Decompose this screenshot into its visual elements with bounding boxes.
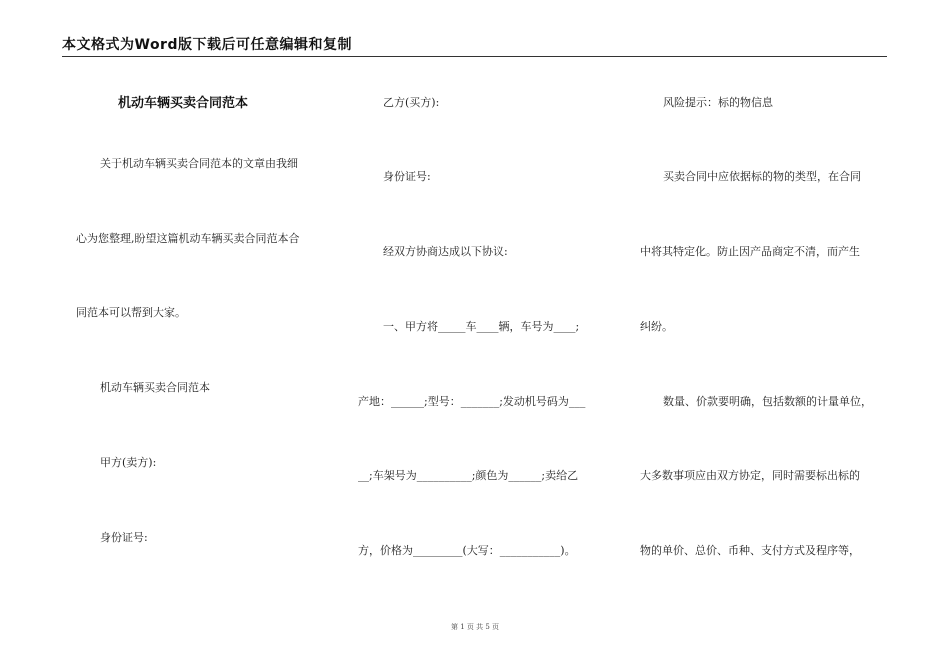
- paragraph-line: 纠纷。: [640, 320, 673, 333]
- clause-line: 一、甲方将_____车____辆，车号为____;: [383, 320, 580, 333]
- paragraph-line: 经双方协商达成以下协议:: [383, 245, 508, 258]
- party-a-label: 甲方(卖方):: [100, 456, 157, 469]
- clause-line: __;车架号为__________;颜色为______;卖给乙: [358, 469, 579, 482]
- id-number-label: 身份证号:: [100, 531, 148, 544]
- party-b-label: 乙方(买方):: [383, 96, 440, 109]
- risk-tip-heading: 风险提示：标的物信息: [663, 96, 773, 109]
- paragraph-line: 关于机动车辆买卖合同范本的文章由我细: [100, 157, 298, 170]
- paragraph-line: 中将其特定化。防止因产品商定不清，而产生: [640, 245, 860, 258]
- document-header: [62, 34, 887, 57]
- paragraph-line: 心为您整理,盼望这篇机动车辆买卖合同范本合: [76, 232, 300, 245]
- paragraph-line: 同范本可以帮到大家。: [76, 306, 186, 319]
- page-number: 第 1 页 共 5 页: [450, 623, 500, 631]
- section-heading: 机动车辆买卖合同范本: [100, 381, 210, 394]
- header-text: 本文格式为Word版下载后可任意编辑和复制: [62, 37, 352, 53]
- paragraph-line: 买卖合同中应依据标的物的类型，在合同: [663, 170, 861, 183]
- id-number-label: 身份证号:: [383, 170, 431, 183]
- clause-line: 产地：______;型号：_______;发动机号码为___: [358, 395, 586, 408]
- document-title: 机动车辆买卖合同范本: [118, 96, 249, 111]
- paragraph-line: 数量、价款要明确，包括数额的计量单位，: [663, 395, 872, 408]
- paragraph-line: 物的单价、总价、币种、支付方式及程序等，: [640, 544, 860, 557]
- clause-line: 方，价格为_________(大写：___________)。: [358, 544, 576, 557]
- paragraph-line: 大多数事项应由双方协定，同时需要标出标的: [640, 469, 860, 482]
